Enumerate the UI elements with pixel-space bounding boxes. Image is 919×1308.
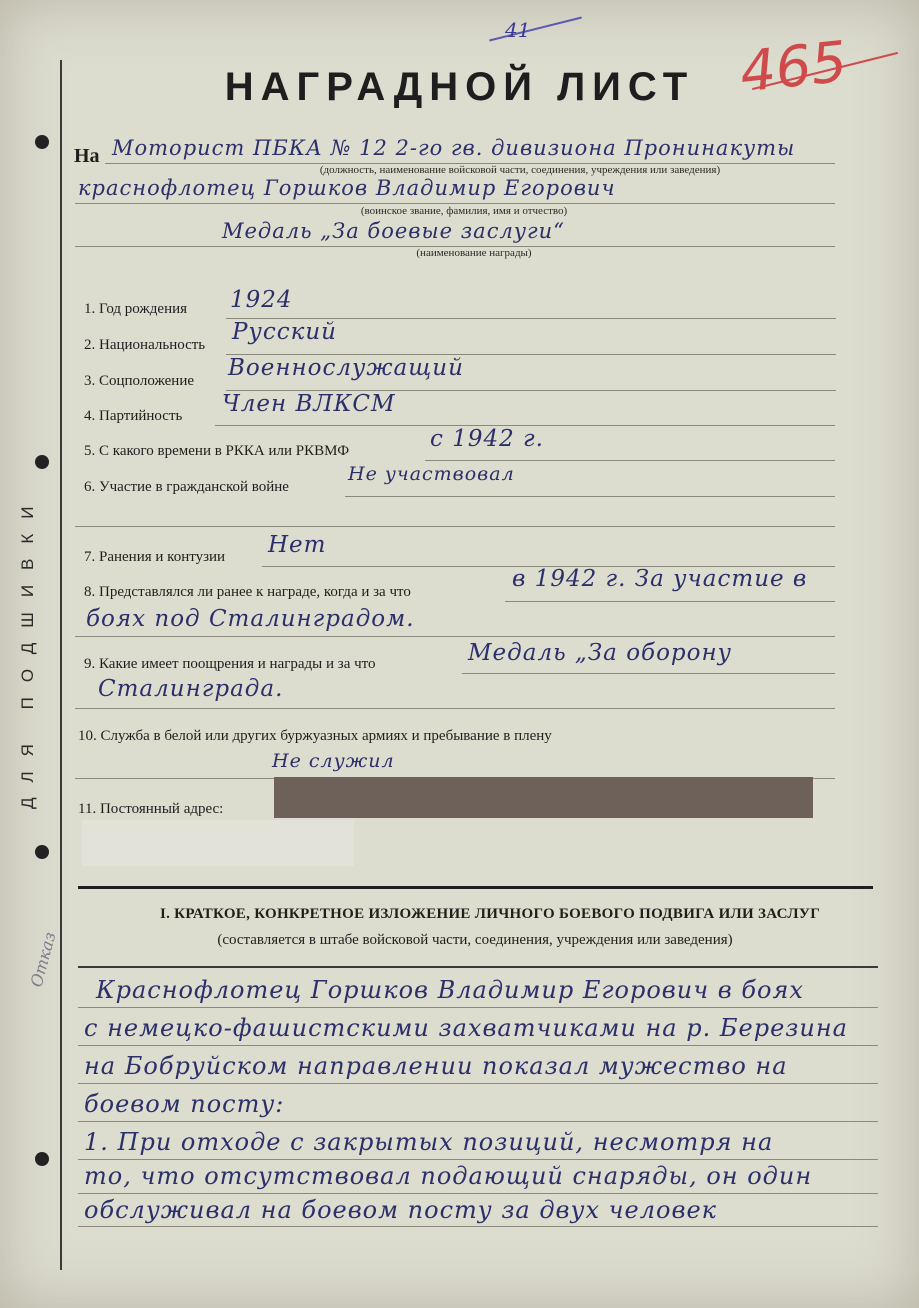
field-previous-awards-value-2: боях под Сталинградом.: [86, 606, 415, 632]
field-white-army-label: 10. Служба в белой или других буржуазных армиях и пребывание в плену: [78, 728, 552, 744]
punch-hole: [35, 1152, 49, 1166]
field-birth-year-value: 1924: [230, 287, 293, 313]
award-caption: (наименование награды): [416, 247, 532, 259]
name-value: краснофлотец Горшков Владимир Егорович: [78, 176, 616, 200]
rule: [75, 636, 835, 637]
field-service-since-label: 5. С какого времени в РККА или РКВМФ: [84, 443, 350, 459]
field-commendations-label: 9. Какие имеет поощрения и награды и за что: [84, 656, 376, 672]
address-redaction: [274, 777, 813, 818]
field-civil-war-label: 6. Участие в гражданской войне: [84, 479, 289, 495]
rule: [78, 1193, 878, 1194]
pencil-archive-number: 41: [505, 18, 531, 42]
rule: [78, 1083, 878, 1084]
rule: [78, 1045, 878, 1046]
rule: [75, 708, 835, 709]
feat-line-7: обслуживал на боевом посту за двух человек: [84, 1196, 717, 1224]
position-value: Моторист ПБКА № 12 2-го гв. дивизиона Пронинакуты: [112, 136, 796, 160]
rule: [462, 673, 835, 674]
field-wounds-label: 7. Ранения и контузии: [84, 549, 226, 565]
field-white-army-value: Не служил: [272, 750, 395, 772]
field-commendations-value-2: Сталинграда.: [98, 676, 284, 702]
feat-line-4: боевом посту:: [84, 1090, 285, 1118]
field-address-label: 11. Постоянный адрес:: [78, 801, 224, 817]
section-title: I. КРАТКОЕ, КОНКРЕТНОЕ ИЗЛОЖЕНИЕ ЛИЧНОГО БОЕВОГО ПОДВИГА ИЛИ ЗАСЛУГ: [159, 906, 821, 922]
page-title: НАГРАДНОЙ ЛИСТ: [224, 65, 695, 109]
rule: [78, 1159, 878, 1160]
position-caption: (должность, наименование войсковой части, соединения, учреждения или заведения): [319, 164, 721, 176]
field-party-label: 4. Партийность: [84, 408, 183, 424]
field-birth-year-label: 1. Год рождения: [84, 301, 188, 317]
field-previous-awards-value: в 1942 г. За участие в: [512, 566, 808, 592]
feat-line-3: на Бобруйском направлении показал мужество на: [84, 1052, 788, 1080]
field-service-since-value: с 1942 г.: [430, 426, 544, 452]
name-caption: (воинское звание, фамилия, имя и отчество): [360, 205, 568, 217]
binding-margin-label: ДЛЯ ПОДШИВКИ: [18, 491, 37, 809]
field-party-value: Член ВЛКСМ: [222, 391, 396, 417]
rule: [75, 526, 835, 527]
rule: [78, 1226, 878, 1227]
rule: [425, 460, 835, 461]
feat-line-5: 1. При отходе с закрытых позиций, несмотря на: [84, 1128, 774, 1156]
rule: [345, 496, 835, 497]
award-value: Медаль „За боевые заслуги“: [222, 219, 565, 243]
field-social-status-label: 3. Соцположение: [84, 373, 195, 389]
feat-line-2: с немецко-фашистскими захватчиками на р. Березина: [84, 1014, 848, 1042]
feat-line-1: Краснофлотец Горшков Владимир Егорович в боях: [96, 976, 804, 1004]
field-previous-awards-label: 8. Представлялся ли ранее к награде, когда и за что: [84, 584, 411, 600]
rule: [78, 1007, 878, 1008]
field-civil-war-value: Не участвовал: [348, 463, 515, 485]
field-nationality-value: Русский: [232, 319, 337, 345]
rule: [505, 601, 835, 602]
rule: [75, 203, 835, 204]
feat-line-6: то, что отсутствовал подающий снаряды, он один: [84, 1162, 813, 1190]
punch-hole: [35, 135, 49, 149]
red-archive-number: 465: [736, 29, 850, 106]
field-commendations-value: Медаль „За оборону: [468, 640, 732, 666]
field-wounds-value: Нет: [268, 532, 327, 558]
field-nationality-label: 2. Национальность: [84, 337, 206, 353]
margin-pencil-note: Отказ: [26, 929, 60, 990]
field-social-status-value: Военнослужащий: [228, 355, 464, 381]
address-redaction-light: [82, 820, 354, 866]
na-label: На: [74, 145, 100, 167]
sheet-edge-line: [60, 60, 62, 1270]
section-subtitle: (составляется в штабе войсковой части, соединения, учреждения или заведения): [217, 932, 733, 948]
section-divider: [78, 886, 873, 889]
rule: [78, 966, 878, 968]
rule: [78, 1121, 878, 1122]
pencil-stroke: [489, 17, 582, 42]
